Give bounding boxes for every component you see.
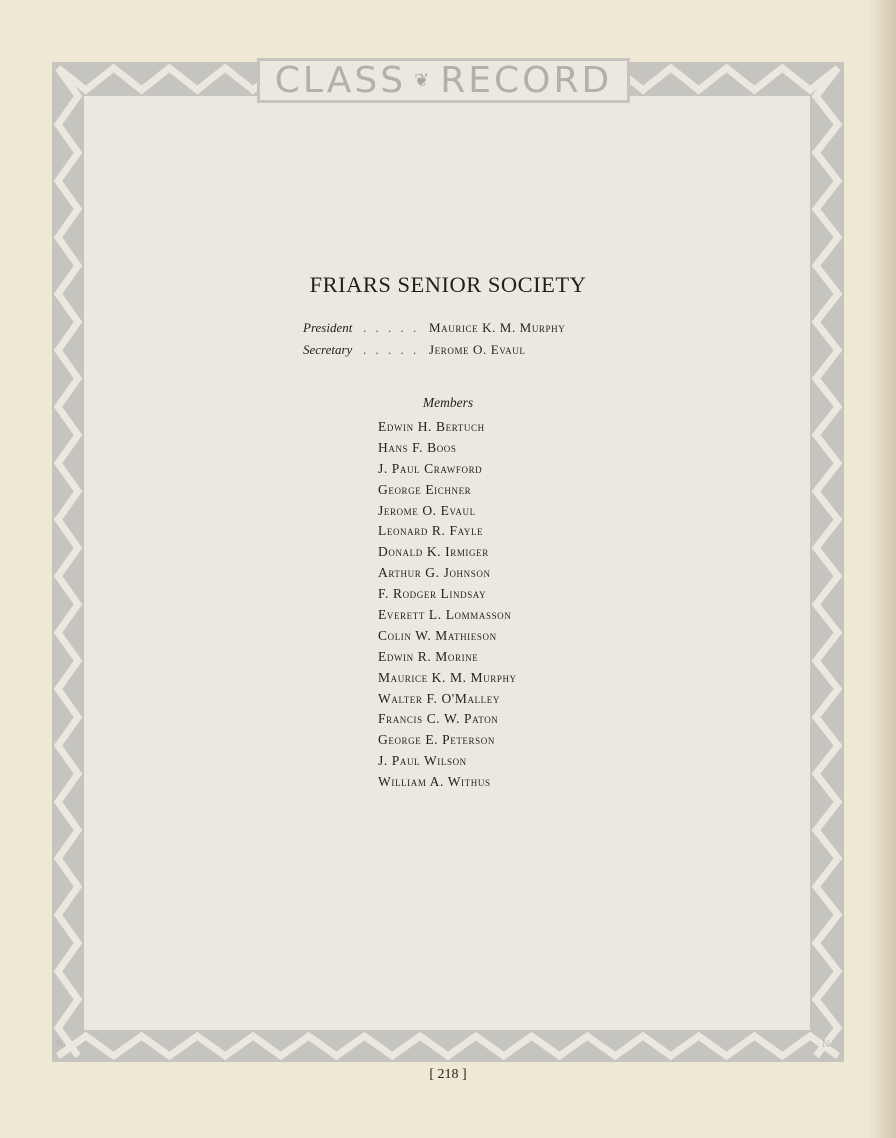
members-list [378, 417, 517, 793]
leader-dots: . . . . . [363, 320, 420, 335]
page-number: [ 218 ] [429, 1067, 467, 1082]
member-item: J. Paul Crawford [378, 460, 483, 476]
member-item: Francis C. W. Paton [378, 711, 499, 727]
member-item: William A. Withus [378, 774, 491, 790]
officer-name: Maurice K. M. Murphy [429, 320, 566, 335]
class-record-banner [257, 58, 630, 103]
member-item: Maurice K. M. Murphy [378, 669, 517, 685]
member-item: George E. Peterson [378, 732, 495, 748]
member-item: Edwin R. Morine [378, 648, 479, 664]
member-item: Leonard R. Fayle [378, 523, 484, 539]
members-heading: Members [422, 395, 474, 410]
banner-word-class: CLASS [274, 60, 407, 101]
member-item: Everett L. Lommasson [378, 607, 512, 623]
artist-mark-left: R. [56, 1040, 66, 1050]
member-item: George Eichner [378, 481, 472, 497]
member-item: Arthur G. Johnson [378, 565, 491, 581]
leader-dots: . . . . . [363, 342, 420, 357]
member-item: Edwin H. Bertuch [378, 419, 485, 434]
artist-mark-right: N. [822, 1040, 833, 1050]
officer-role: President [303, 320, 353, 335]
member-item: Donald K. Irmiger [378, 544, 489, 560]
leaf-ornament-icon: ❦ [414, 70, 433, 91]
officer-role: Secretary [303, 342, 353, 357]
member-item: Hans F. Boos [378, 439, 457, 455]
member-item: J. Paul Wilson [378, 753, 467, 769]
member-item: Walter F. O'Malley [378, 690, 500, 706]
page-title: FRIARS SENIOR SOCIETY [309, 272, 587, 297]
banner-word-record: RECORD [440, 60, 613, 101]
officer-secretary [303, 342, 525, 358]
member-item: F. Rodger Lindsay [378, 586, 487, 602]
member-item: Jerome O. Evaul [378, 502, 476, 518]
officer-name: Jerome O. Evaul [429, 342, 526, 357]
officer-president [303, 320, 565, 336]
member-item: Colin W. Mathieson [378, 627, 497, 643]
